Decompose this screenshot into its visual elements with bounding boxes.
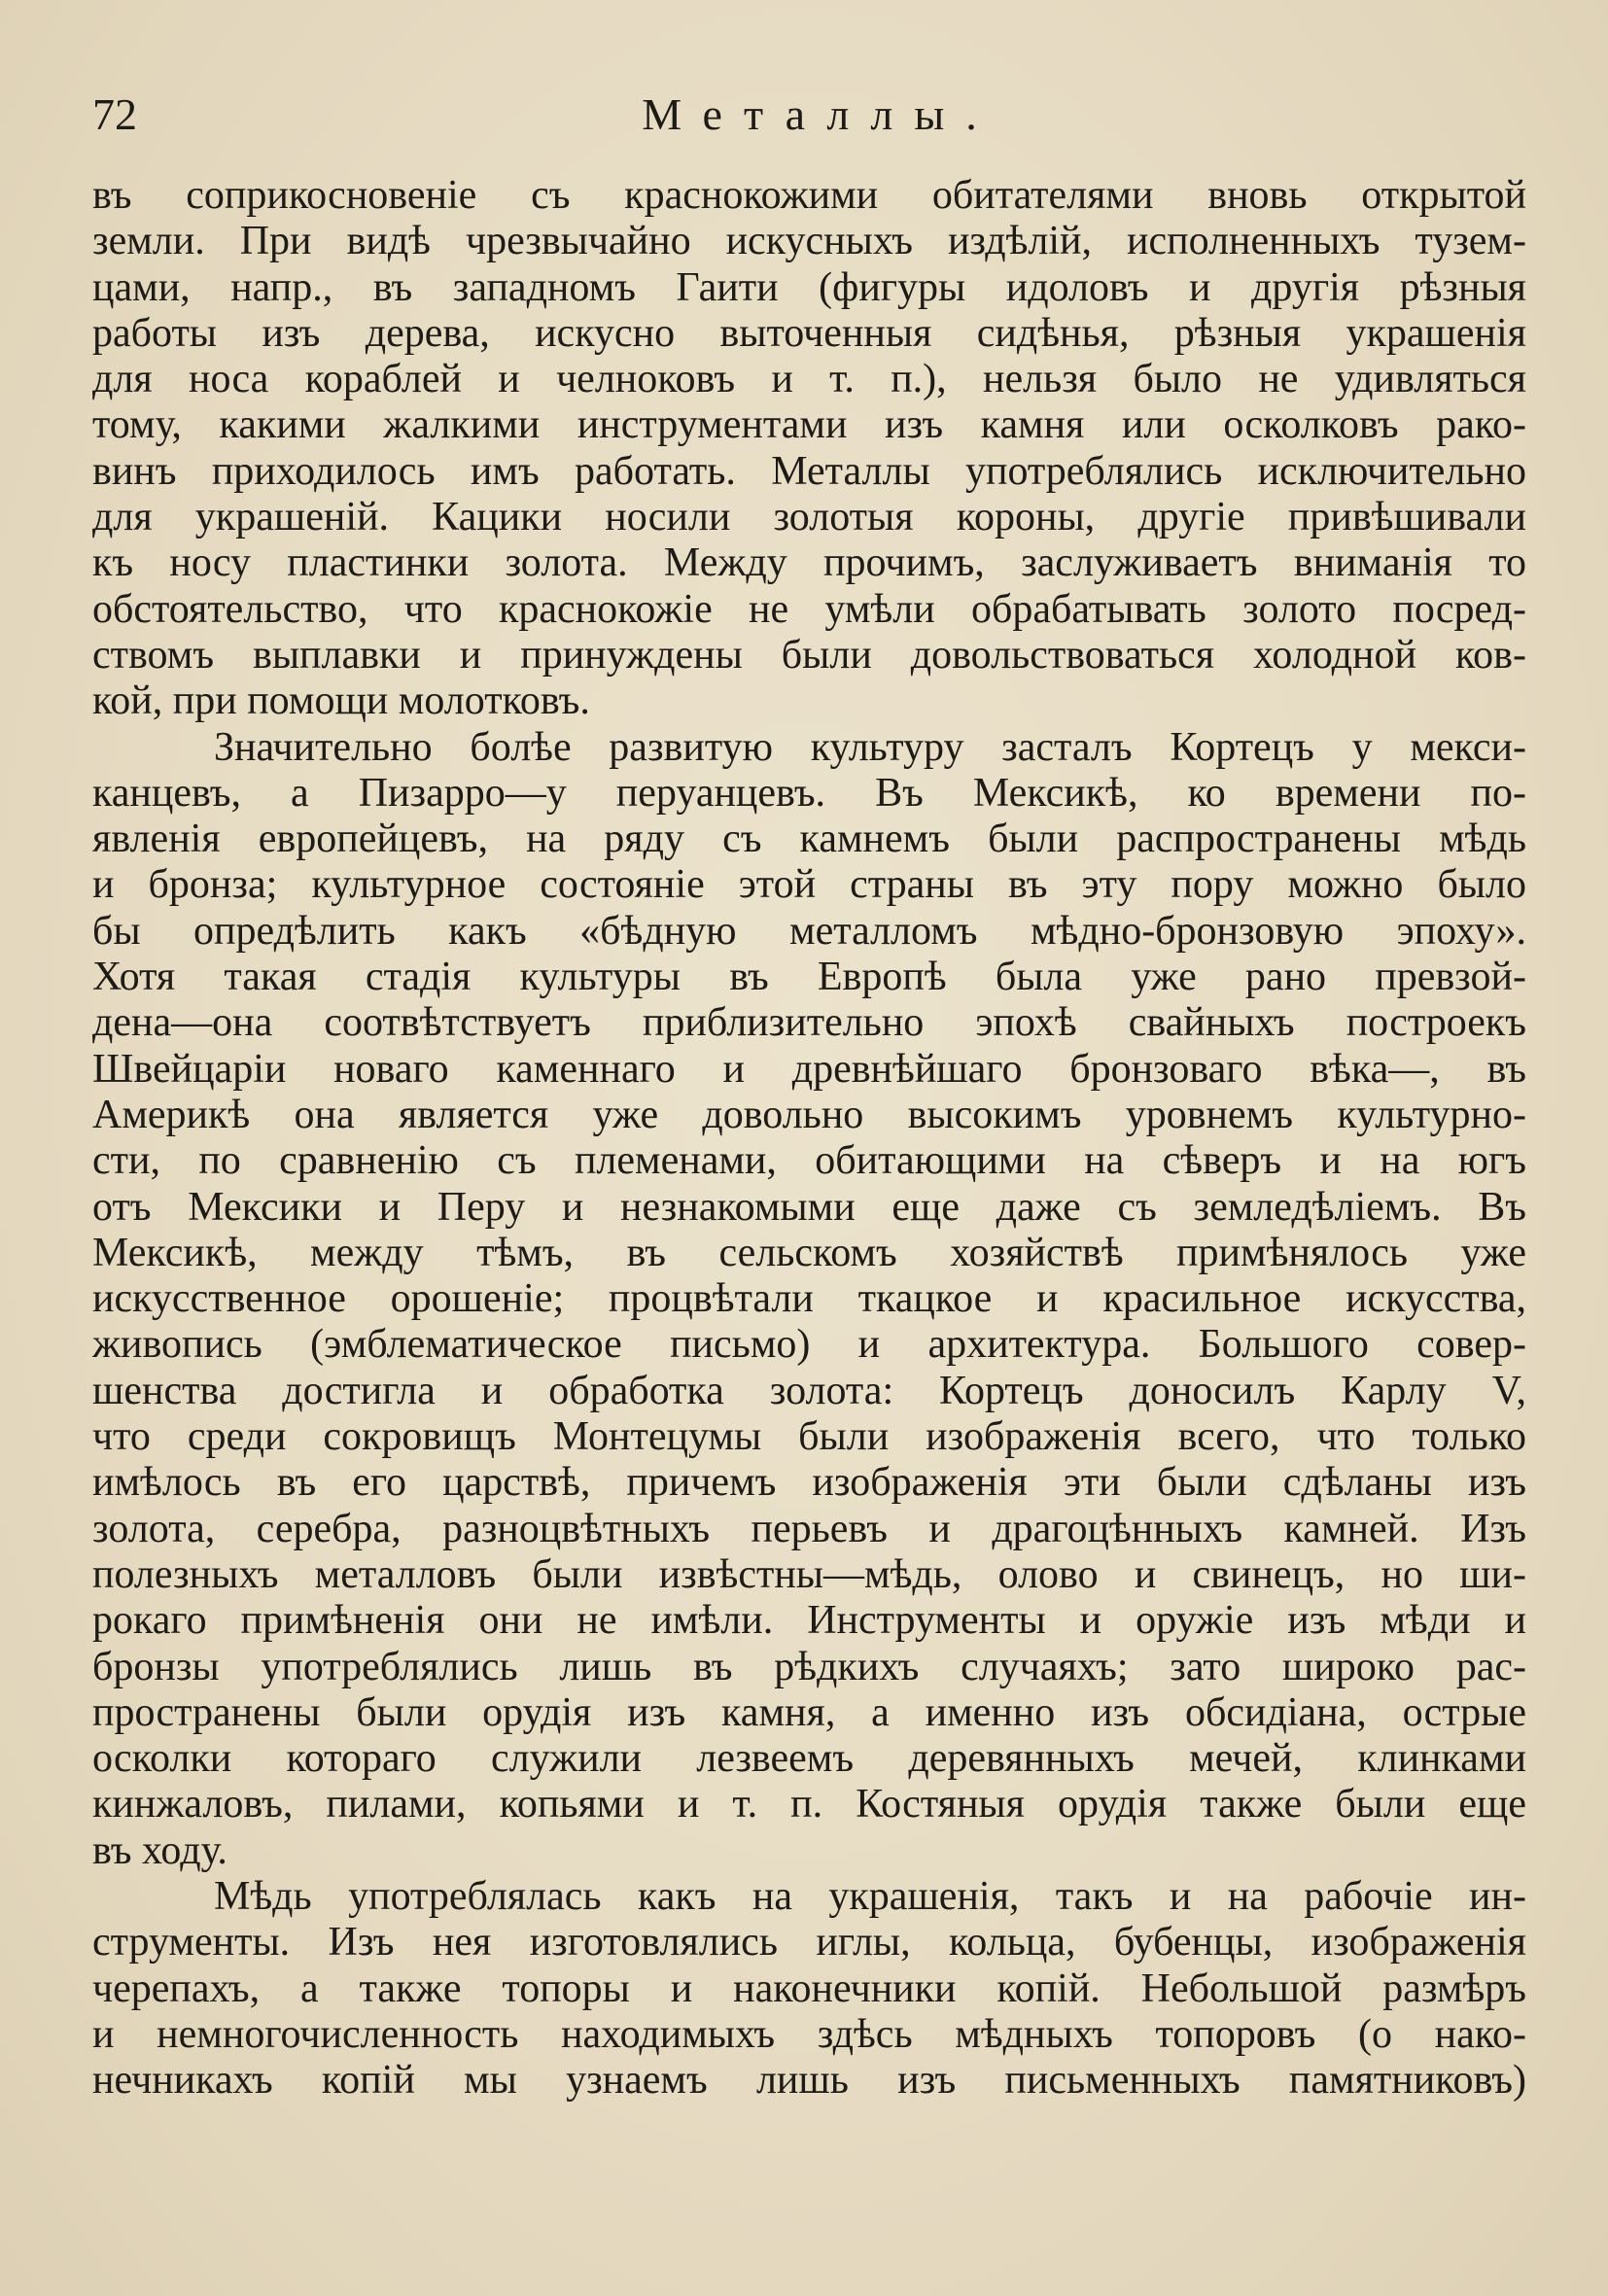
text-line: что среди сокровищъ Монтецумы были изображенiя всего, что только bbox=[92, 1414, 1526, 1460]
text-line-paragraph-start: Мѣдь употреблялась какъ на украшенiя, такъ и на рабочiе ин- bbox=[214, 1873, 1526, 1919]
text-line: струменты. Изъ нея изготовлялись иглы, кольца, бубенцы, изображенiя bbox=[92, 1920, 1526, 1966]
text-line: винъ приходилось имъ работать. Металлы употреблялись исключительно bbox=[92, 448, 1526, 494]
text-line-paragraph-start: Значительно болѣе развитую культуру засталъ Кортецъ у мекси- bbox=[214, 724, 1526, 770]
body-text bbox=[92, 173, 1526, 2104]
text-line: черепахъ, а также топоры и наконечники копiй. Небольшой размѣръ bbox=[92, 1966, 1526, 2011]
text-line: явленiя европейцевъ, на ряду съ камнемъ были распространены мѣдь bbox=[92, 817, 1526, 862]
text-line: къ носу пластинки золота. Между прочимъ, заслуживаетъ вниманiя то bbox=[92, 540, 1526, 586]
running-head bbox=[92, 86, 1526, 144]
page-number: 72 bbox=[92, 89, 137, 139]
text-line: для украшенiй. Кацики носили золотыя короны, другiе привѣшивали bbox=[92, 495, 1526, 540]
text-line: и немногочисленность находимыхъ здѣсь мѣдныхъ топоровъ (о нако- bbox=[92, 2011, 1526, 2057]
text-line: Хотя такая стадiя культуры въ Европѣ была уже рано превзой- bbox=[92, 955, 1526, 1000]
text-line: Швейцарiи новаго каменнаго и древнѣйшаго бронзоваго вѣка—, въ bbox=[92, 1046, 1526, 1092]
text-line: ствомъ выплавки и принуждены были довольствоваться холодной ков- bbox=[92, 632, 1526, 678]
text-line: имѣлось въ его царствѣ, причемъ изображенiя эти были сдѣланы изъ bbox=[92, 1460, 1526, 1506]
text-line: въ ходу. bbox=[92, 1827, 227, 1873]
text-line: искусственное орошенiе; процвѣтали ткацкое и красильное искусства, bbox=[92, 1276, 1526, 1322]
text-line: дена—она соотвѣтствуетъ приблизительно эпохѣ свайныхъ построекъ bbox=[92, 1000, 1526, 1046]
text-line: въ соприкосновенiе съ краснокожими обитателями вновь открытой bbox=[92, 173, 1526, 218]
text-line: шенства достигла и обработка золота: Кортецъ доносилъ Карлу V, bbox=[92, 1368, 1526, 1413]
text-line: сти, по сравненiю съ племенами, обитающими на сѣверъ и на югъ bbox=[92, 1138, 1526, 1184]
text-line: цами, напр., въ западномъ Гаити (фигуры идоловъ и другiя рѣзныя bbox=[92, 264, 1526, 310]
text-line: канцевъ, а Пизарро—у перуанцевъ. Въ Мексикѣ, ко времени по- bbox=[92, 770, 1526, 816]
text-line: работы изъ дерева, искусно выточенныя сидѣнья, рѣзныя украшенiя bbox=[92, 310, 1526, 356]
text-line: бы опредѣлить какъ «бѣдную металломъ мѣдно-бронзовую эпоху». bbox=[92, 908, 1526, 954]
text-line: полезныхъ металловъ были извѣстны—мѣдь, олово и свинецъ, но ши- bbox=[92, 1551, 1526, 1597]
text-line: для носа кораблей и челноковъ и т. п.), нельзя было не удивляться bbox=[92, 357, 1526, 402]
text-line: рокаго примѣненiя они не имѣли. Инструменты и оружiе изъ мѣди и bbox=[92, 1598, 1526, 1644]
text-line: живопись (эмблематическое письмо) и архитектура. Большого совер- bbox=[92, 1322, 1526, 1368]
text-line: нечникахъ копiй мы узнаемъ лишь изъ письменныхъ памятниковъ) bbox=[92, 2058, 1526, 2104]
text-line: пространены были орудiя изъ камня, а именно изъ обсидiана, острые bbox=[92, 1689, 1526, 1735]
text-line: тому, какими жалкими инструментами изъ камня или осколковъ рако- bbox=[92, 402, 1526, 448]
text-line: обстоятельство, что краснокожiе не умѣли обрабатывать золото посред- bbox=[92, 586, 1526, 632]
text-line: осколки котораго служили лезвеемъ деревянныхъ мечей, клинками bbox=[92, 1736, 1526, 1782]
text-line: бронзы употреблялись лишь въ рѣдкихъ случаяхъ; зато широко рас- bbox=[92, 1644, 1526, 1689]
text-line: земли. При видѣ чрезвычайно искусныхъ издѣлiй, исполненныхъ тузем- bbox=[92, 219, 1526, 264]
text-line: золота, серебра, разноцвѣтныхъ перьевъ и драгоцѣнныхъ камней. Изъ bbox=[92, 1506, 1526, 1551]
text-line: отъ Мексики и Перу и незнакомыми еще даже съ земледѣлiемъ. Въ bbox=[92, 1184, 1526, 1230]
text-line: и бронза; культурное состоянiе этой страны въ эту пору можно было bbox=[92, 862, 1526, 908]
text-line: Америкѣ она является уже довольно высокимъ уровнемъ культурно- bbox=[92, 1092, 1526, 1137]
running-title: Металлы. bbox=[642, 89, 998, 139]
text-line: Мексикѣ, между тѣмъ, въ сельскомъ хозяйствѣ примѣнялось уже bbox=[92, 1230, 1526, 1275]
text-line: кинжаловъ, пилами, копьями и т. п. Костяныя орудiя также были еще bbox=[92, 1782, 1526, 1827]
text-line: кой, при помощи молотковъ. bbox=[92, 678, 590, 724]
